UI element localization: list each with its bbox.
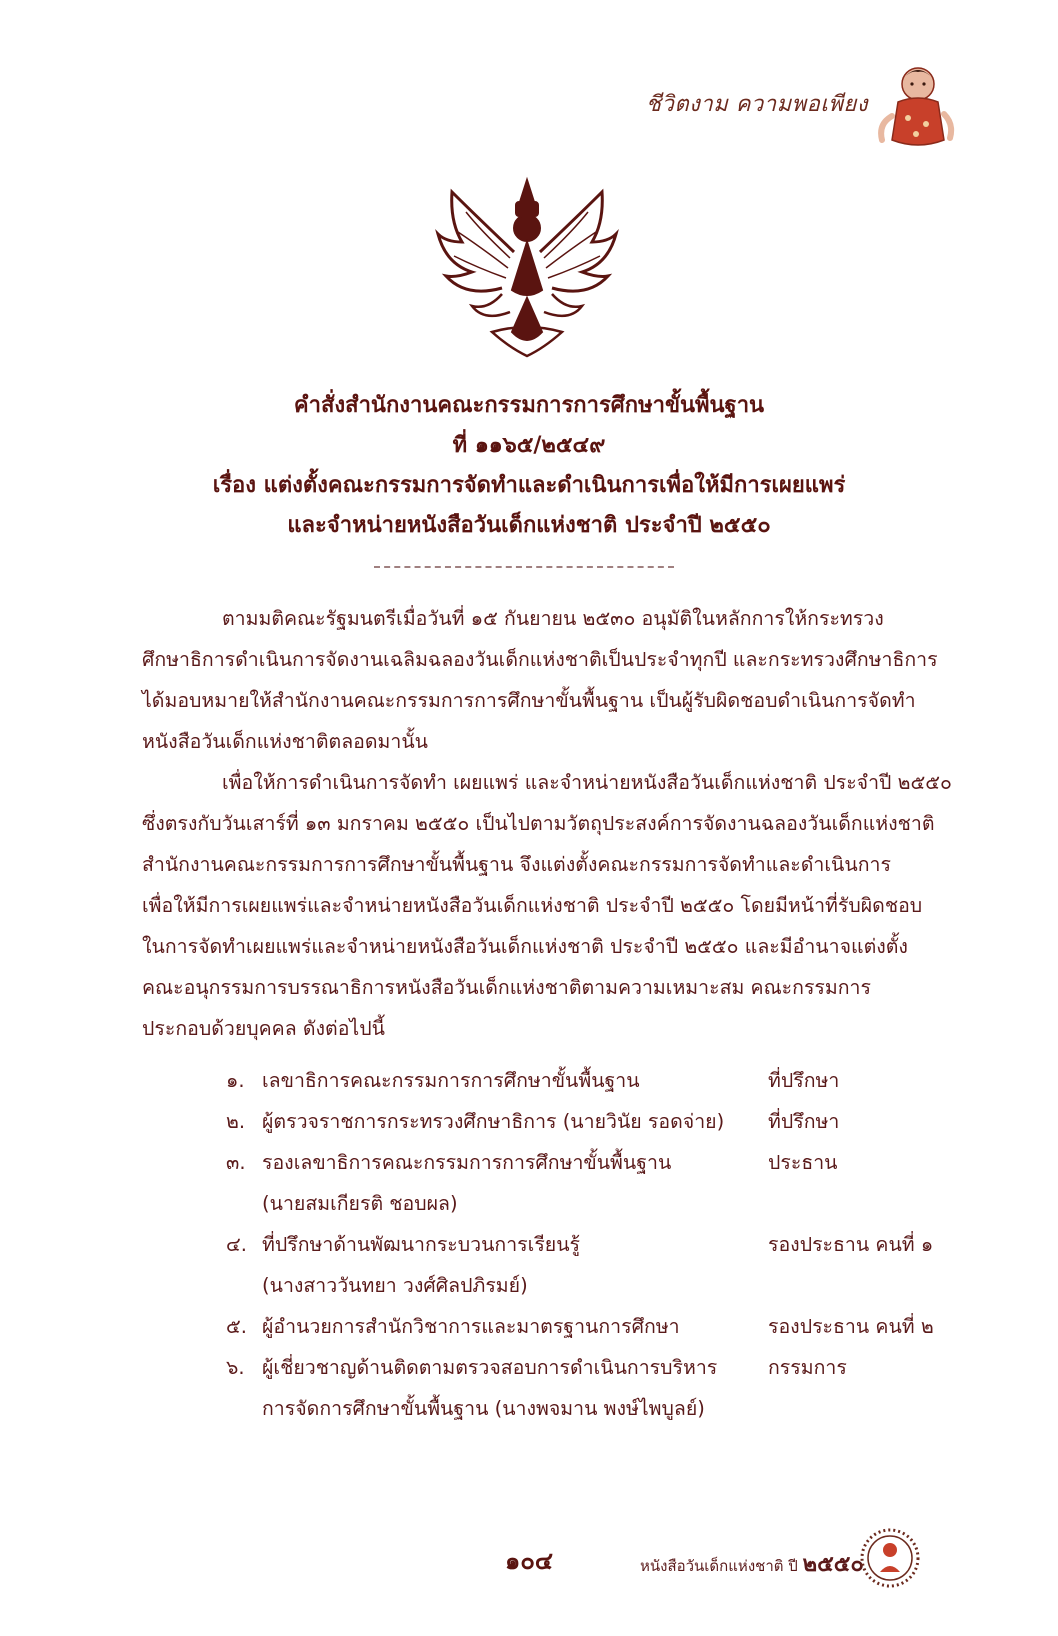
member-number: ๒. [226, 1110, 246, 1133]
body-paragraph-2-line: เพื่อให้มีการเผยแพร่และจำหน่ายหนังสือวันเด็กแห่งชาติ ประจำปี ๒๕๕๐ โดยมีหน้าที่รับผิดชอบ [142, 894, 923, 917]
member-number: ๔. [226, 1233, 247, 1256]
order-subject-line-1: เรื่อง แต่งตั้งคณะกรรมการจัดทำและดำเนินการเพื่อให้มีการเผยแพร่ [212, 473, 846, 498]
committee-member-item [226, 1060, 966, 1101]
member-name-continued: การจัดการศึกษาขั้นพื้นฐาน (นางพจมาน พงษ์ไพบูลย์) [262, 1397, 705, 1420]
member-name-continued: (นางสาววันทยา วงศ์ศิลปภิรมย์) [262, 1274, 528, 1297]
member-role: ประธาน [768, 1151, 838, 1174]
footer-book-year: ๒๕๕๐ [802, 1552, 864, 1577]
member-name-continued: (นายสมเกียรติ ชอบผล) [262, 1192, 458, 1215]
member-role: รองประธาน คนที่ ๑ [768, 1233, 934, 1256]
body-paragraph-2-line: ในการจัดทำเผยแพร่และจำหน่ายหนังสือวันเด็กแห่งชาติ ประจำปี ๒๕๕๐ และมีอำนาจแต่งตั้ง [142, 935, 908, 958]
order-title-block [0, 386, 1058, 546]
committee-member-item [226, 1142, 966, 1224]
order-body [142, 598, 954, 1049]
member-name: ผู้เชี่ยวชาญด้านติดตามตรวจสอบการดำเนินการบริหาร [262, 1356, 718, 1379]
member-name: เลขาธิการคณะกรรมการการศึกษาขั้นพื้นฐาน [262, 1069, 640, 1092]
member-role: รองประธาน คนที่ ๒ [768, 1315, 934, 1338]
member-name: ที่ปรึกษาด้านพัฒนากระบวนการเรียนรู้ [262, 1233, 581, 1256]
body-paragraph-2-line: คณะอนุกรรมการบรรณาธิการหนังสือวันเด็กแห่งชาติตามความเหมาะสม คณะกรรมการ [142, 976, 871, 999]
member-number: ๑. [226, 1069, 245, 1092]
member-role: กรรมการ [768, 1356, 847, 1379]
member-number: ๖. [226, 1356, 245, 1379]
body-paragraph-2-line: ประกอบด้วยบุคคล ดังต่อไปนี้ [142, 1017, 385, 1040]
body-paragraph-2-line: เพื่อให้การดำเนินการจัดทำ เผยแพร่ และจำหน่ายหนังสือวันเด็กแห่งชาติ ประจำปี ๒๕๕๐ [222, 771, 952, 794]
footer-book-title [640, 1546, 864, 1581]
committee-member-item [226, 1306, 966, 1347]
header-slogan: ชีวิตงาม ความพอเพียง [646, 92, 868, 117]
page-number: ๑๐๔ [504, 1547, 554, 1575]
order-issuer-title: คำสั่งสำนักงานคณะกรรมการการศึกษาขั้นพื้นฐาน [293, 393, 765, 418]
body-paragraph-1-line: หนังสือวันเด็กแห่งชาติตลอดมานั้น [142, 730, 428, 753]
garuda-emblem-icon [432, 172, 622, 362]
body-paragraph-2-line: สำนักงานคณะกรรมการการศึกษาขั้นพื้นฐาน จึงแต่งตั้งคณะกรรมการจัดทำและดำเนินการ [142, 853, 891, 876]
member-role: ที่ปรึกษา [768, 1069, 840, 1092]
order-subject-line-2: และจำหน่ายหนังสือวันเด็กแห่งชาติ ประจำปี ๒๕๕๐ [287, 513, 771, 538]
member-number: ๓. [226, 1151, 246, 1174]
member-name: ผู้อำนวยการสำนักวิชาการและมาตรฐานการศึกษา [262, 1315, 680, 1338]
committee-member-item [226, 1347, 966, 1429]
member-role: ที่ปรึกษา [768, 1110, 840, 1133]
committee-member-list [226, 1060, 966, 1429]
body-paragraph-1-line: ศึกษาธิการดำเนินการจัดงานเฉลิมฉลองวันเด็กแห่งชาติเป็นประจำทุกปี และกระทรวงศึกษาธิการ [142, 648, 938, 671]
committee-member-item [226, 1224, 966, 1306]
title-separator [374, 566, 674, 568]
body-paragraph-1-line: ได้มอบหมายให้สำนักงานคณะกรรมการการศึกษาขั้นพื้นฐาน เป็นผู้รับผิดชอบดำเนินการจัดทำ [142, 689, 916, 712]
member-name: รองเลขาธิการคณะกรรมการการศึกษาขั้นพื้นฐาน [262, 1151, 672, 1174]
committee-member-item [226, 1101, 966, 1142]
member-name: ผู้ตรวจราชการกระทรวงศึกษาธิการ (นายวินัย รอดจ่าย) [262, 1110, 725, 1133]
body-paragraph-2-line: ซึ่งตรงกับวันเสาร์ที่ ๑๓ มกราคม ๒๕๕๐ เป็นไปตามวัตถุประสงค์การจัดงานฉลองวันเด็กแห่งชาติ [142, 812, 935, 835]
child-ornament-icon [854, 1518, 926, 1598]
footer-book-name: หนังสือวันเด็กแห่งชาติ ปี [640, 1557, 798, 1575]
member-number: ๕. [226, 1315, 247, 1338]
body-paragraph-1-line: ตามมติคณะรัฐมนตรีเมื่อวันที่ ๑๕ กันยายน ๒๕๓๐ อนุมัติในหลักการให้กระทรวง [222, 607, 884, 630]
child-doll-icon [868, 58, 958, 158]
order-number: ที่ ๑๑๖๕/๒๕๔๙ [452, 433, 606, 458]
